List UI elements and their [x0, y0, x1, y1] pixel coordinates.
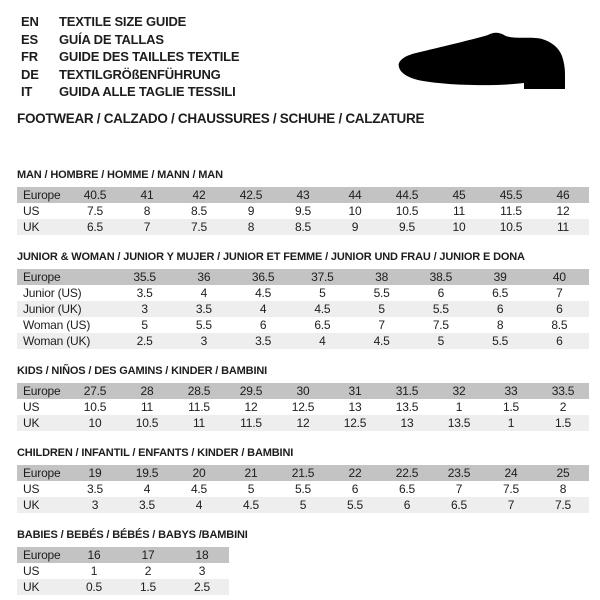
size-table-man — [17, 187, 589, 235]
size-value: 9.5 — [294, 204, 312, 218]
language-row — [21, 31, 239, 49]
section-title: CHILDREN / INFANTIL / ENFANTS / KINDER / BAMBINI — [17, 447, 294, 459]
size-value: 5 — [437, 334, 445, 348]
size-value: 24 — [504, 466, 518, 480]
size-table-kids — [17, 383, 589, 431]
language-code: FR — [21, 49, 38, 64]
size-value: 6.5 — [450, 498, 468, 512]
language-code: IT — [21, 84, 33, 99]
row-label: US — [23, 204, 40, 218]
size-value: 6 — [351, 482, 359, 496]
table-row — [17, 333, 589, 349]
size-table-children — [17, 465, 589, 513]
size-value: 19.5 — [135, 466, 159, 480]
row-label: UK — [23, 498, 40, 512]
size-value: 5.5 — [432, 302, 449, 316]
row-label: UK — [23, 220, 40, 234]
size-value: 11 — [140, 400, 154, 414]
size-value: 40.5 — [83, 188, 107, 202]
size-value: 7 — [556, 286, 563, 300]
size-value: 5 — [299, 498, 307, 512]
size-value: 38 — [375, 270, 389, 284]
size-value: 11 — [452, 204, 466, 218]
language-row — [21, 66, 239, 84]
row-label: US — [23, 400, 40, 414]
size-value: 1.5 — [554, 416, 572, 430]
size-value: 8 — [496, 318, 504, 332]
size-value: 22 — [348, 466, 362, 480]
row-label: Europe — [23, 548, 61, 562]
size-value: 7.5 — [502, 482, 520, 496]
table-row — [17, 481, 589, 497]
size-value: 6.5 — [398, 482, 416, 496]
size-value: 36.5 — [251, 270, 275, 284]
table-row — [17, 203, 589, 219]
size-value: 13.5 — [447, 416, 471, 430]
section-title: MAN / HOMBRE / HOMME / MANN / MAN — [17, 169, 223, 181]
size-value: 8.5 — [551, 318, 568, 332]
size-value: 11.5 — [188, 400, 210, 414]
size-value: 9 — [351, 220, 359, 234]
size-value: 44 — [348, 188, 362, 202]
table-header-row — [17, 547, 229, 563]
size-value: 5.5 — [346, 498, 364, 512]
size-value: 3.5 — [195, 302, 212, 316]
size-value: 37.5 — [311, 270, 334, 284]
size-value: 13 — [348, 400, 362, 414]
size-value: 3 — [198, 564, 206, 578]
size-value: 40 — [552, 270, 566, 284]
size-value: 10 — [88, 416, 102, 430]
size-value: 28 — [140, 384, 154, 398]
category-heading: FOOTWEAR / CALZADO / CHAUSSURES / SCHUHE / CALZATURE — [17, 111, 425, 126]
section-title: BABIES / BEBÉS / BÉBÉS / BABYS /BAMBINI — [17, 529, 248, 541]
section-title: KIDS / NIÑOS / DES GAMINS / KINDER / BAMBINI — [17, 365, 268, 377]
size-value: 5 — [378, 302, 385, 316]
language-row — [21, 13, 239, 31]
size-value: 7.5 — [432, 318, 449, 332]
size-value: 2.5 — [193, 580, 211, 594]
size-value: 11 — [556, 220, 570, 234]
language-row — [21, 48, 239, 66]
size-value: 6 — [437, 286, 445, 300]
size-value: 16 — [87, 548, 101, 562]
size-value: 2.5 — [136, 334, 153, 348]
size-value: 31 — [348, 384, 362, 398]
language-list — [21, 13, 239, 101]
row-label: Junior (UK) — [23, 302, 82, 316]
row-label: Woman (UK) — [23, 334, 91, 348]
size-value: 3.5 — [136, 286, 153, 300]
size-value: 4 — [200, 286, 208, 300]
size-value: 10 — [348, 204, 362, 218]
size-value: 1 — [455, 400, 463, 414]
language-code: ES — [21, 31, 38, 47]
size-table-babies — [17, 547, 229, 595]
size-value: 5.5 — [195, 318, 212, 332]
size-section-kids — [17, 365, 589, 431]
size-value: 22.5 — [395, 466, 419, 480]
size-value: 3 — [141, 302, 148, 316]
size-value: 27.5 — [83, 384, 107, 398]
size-value: 6 — [556, 334, 563, 348]
size-value: 8 — [247, 220, 255, 234]
size-value: 2 — [144, 564, 152, 578]
size-value: 46 — [556, 188, 570, 202]
row-label: Junior (US) — [23, 286, 82, 300]
size-value: 12 — [244, 400, 258, 414]
size-value: 4.5 — [190, 482, 208, 496]
table-header-row — [17, 187, 589, 203]
language-label: GUIDA ALLE TAGLIE TESSILI — [59, 84, 236, 99]
size-value: 8.5 — [294, 220, 312, 234]
size-value: 43 — [296, 188, 310, 202]
size-value: 42 — [192, 188, 206, 202]
size-value: 7 — [455, 482, 463, 496]
size-value: 28.5 — [187, 384, 211, 398]
size-value: 4.5 — [242, 498, 260, 512]
size-value: 39 — [493, 270, 507, 284]
size-value: 6.5 — [492, 286, 509, 300]
dress-shoe-icon — [396, 32, 572, 92]
size-section-man — [17, 169, 589, 235]
size-value: 21.5 — [291, 466, 315, 480]
size-value: 33 — [504, 384, 518, 398]
size-value: 6 — [556, 302, 563, 316]
size-section-babies — [17, 529, 589, 595]
size-value: 12 — [296, 416, 310, 430]
size-value: 23.5 — [447, 466, 471, 480]
size-value: 8 — [143, 204, 151, 218]
size-value: 5.5 — [373, 286, 390, 300]
size-value: 3 — [91, 498, 99, 512]
table-header-row — [17, 269, 589, 285]
size-value: 7.5 — [86, 204, 104, 218]
size-value: 7 — [507, 498, 515, 512]
size-value: 35.5 — [133, 270, 156, 284]
size-value: 3.5 — [138, 498, 156, 512]
size-value: 9 — [247, 204, 255, 218]
size-value: 1.5 — [139, 580, 157, 594]
size-value: 7.5 — [554, 498, 572, 512]
size-value: 4 — [259, 302, 267, 316]
size-value: 8 — [559, 482, 567, 496]
size-value: 0.5 — [85, 580, 103, 594]
section-title: JUNIOR & WOMAN / JUNIOR Y MUJER / JUNIOR ET FEMME / JUNIOR UND FRAU / JUNIOR E DONA — [17, 251, 525, 263]
size-value: 17 — [141, 548, 155, 562]
table-row — [17, 285, 589, 301]
size-value: 36 — [197, 270, 211, 284]
size-value: 30 — [296, 384, 310, 398]
size-value: 11.5 — [240, 416, 262, 430]
row-label: US — [23, 482, 40, 496]
table-row — [17, 219, 589, 235]
language-label: GUIDE DES TAILLES TEXTILE — [59, 49, 240, 64]
row-label: UK — [23, 580, 40, 594]
language-label: GUÍA DE TALLAS — [59, 31, 164, 47]
table-row — [17, 399, 589, 415]
language-code: DE — [21, 66, 39, 82]
row-label: Europe — [23, 270, 61, 284]
row-label: Europe — [23, 384, 61, 398]
size-value: 4.5 — [314, 302, 331, 316]
size-value: 42.5 — [239, 188, 263, 202]
size-value: 4 — [143, 482, 151, 496]
size-value: 12 — [556, 204, 570, 218]
table-header-row — [17, 383, 589, 399]
size-value: 1.5 — [502, 400, 520, 414]
table-header-row — [17, 465, 589, 481]
size-tables — [17, 169, 589, 600]
table-row — [17, 563, 229, 579]
size-value: 7.5 — [190, 220, 208, 234]
size-section-junior-woman — [17, 251, 589, 349]
size-value: 3 — [200, 334, 208, 348]
size-value: 45.5 — [499, 188, 523, 202]
size-value: 6.5 — [314, 318, 331, 332]
size-value: 32 — [452, 384, 466, 398]
size-value: 9.5 — [398, 220, 416, 234]
size-value: 21 — [244, 466, 258, 480]
size-value: 10.5 — [395, 204, 419, 218]
size-value: 5.5 — [294, 482, 312, 496]
table-row — [17, 579, 229, 595]
size-value: 13.5 — [395, 400, 419, 414]
size-value: 6 — [259, 318, 267, 332]
size-value: 2 — [559, 400, 567, 414]
size-value: 5.5 — [492, 334, 509, 348]
size-value: 29.5 — [239, 384, 263, 398]
size-value: 10.5 — [499, 220, 523, 234]
row-label: Europe — [23, 466, 61, 480]
size-value: 1 — [90, 564, 98, 578]
size-value: 45 — [452, 188, 466, 202]
table-row — [17, 415, 589, 431]
size-value: 10.5 — [135, 416, 159, 430]
size-value: 4 — [319, 334, 326, 348]
size-value: 1 — [507, 416, 515, 430]
size-value: 3.5 — [86, 482, 104, 496]
size-value: 10 — [452, 220, 466, 234]
language-label: TEXTILE SIZE GUIDE — [59, 14, 187, 29]
row-label: US — [23, 564, 40, 578]
language-label: TEXTILGRÖßENFÜHRUNG — [59, 66, 221, 82]
size-value: 11 — [192, 416, 206, 430]
size-value: 4.5 — [373, 334, 390, 348]
size-value: 4 — [195, 498, 203, 512]
size-value: 3.5 — [255, 334, 272, 348]
size-value: 6.5 — [86, 220, 104, 234]
size-value: 12.5 — [291, 400, 315, 414]
size-value: 12.5 — [343, 416, 367, 430]
size-value: 8.5 — [190, 204, 208, 218]
table-row — [17, 317, 589, 333]
size-section-children — [17, 447, 589, 513]
size-value: 20 — [192, 466, 206, 480]
size-value: 5 — [319, 286, 326, 300]
row-label: UK — [23, 416, 40, 430]
size-value: 6 — [496, 302, 504, 316]
size-value: 18 — [195, 548, 209, 562]
size-table-junior-woman — [17, 269, 589, 349]
language-row — [21, 83, 239, 101]
row-label: Europe — [23, 188, 61, 202]
table-row — [17, 301, 589, 317]
size-value: 25 — [556, 466, 570, 480]
size-value: 19 — [88, 466, 102, 480]
size-value: 5 — [247, 482, 255, 496]
size-value: 5 — [141, 318, 148, 332]
size-value: 11.5 — [500, 204, 522, 218]
size-value: 4.5 — [255, 286, 272, 300]
size-value: 31.5 — [395, 384, 419, 398]
size-value: 13 — [400, 416, 414, 430]
size-value: 7 — [378, 318, 385, 332]
size-value: 7 — [143, 220, 151, 234]
table-row — [17, 497, 589, 513]
size-value: 6 — [403, 498, 411, 512]
size-value: 41 — [140, 188, 154, 202]
size-value: 10.5 — [83, 400, 107, 414]
row-label: Woman (US) — [23, 318, 91, 332]
language-code: EN — [21, 14, 39, 29]
size-value: 44.5 — [395, 188, 419, 202]
size-value: 33.5 — [551, 384, 575, 398]
size-value: 38.5 — [429, 270, 453, 284]
